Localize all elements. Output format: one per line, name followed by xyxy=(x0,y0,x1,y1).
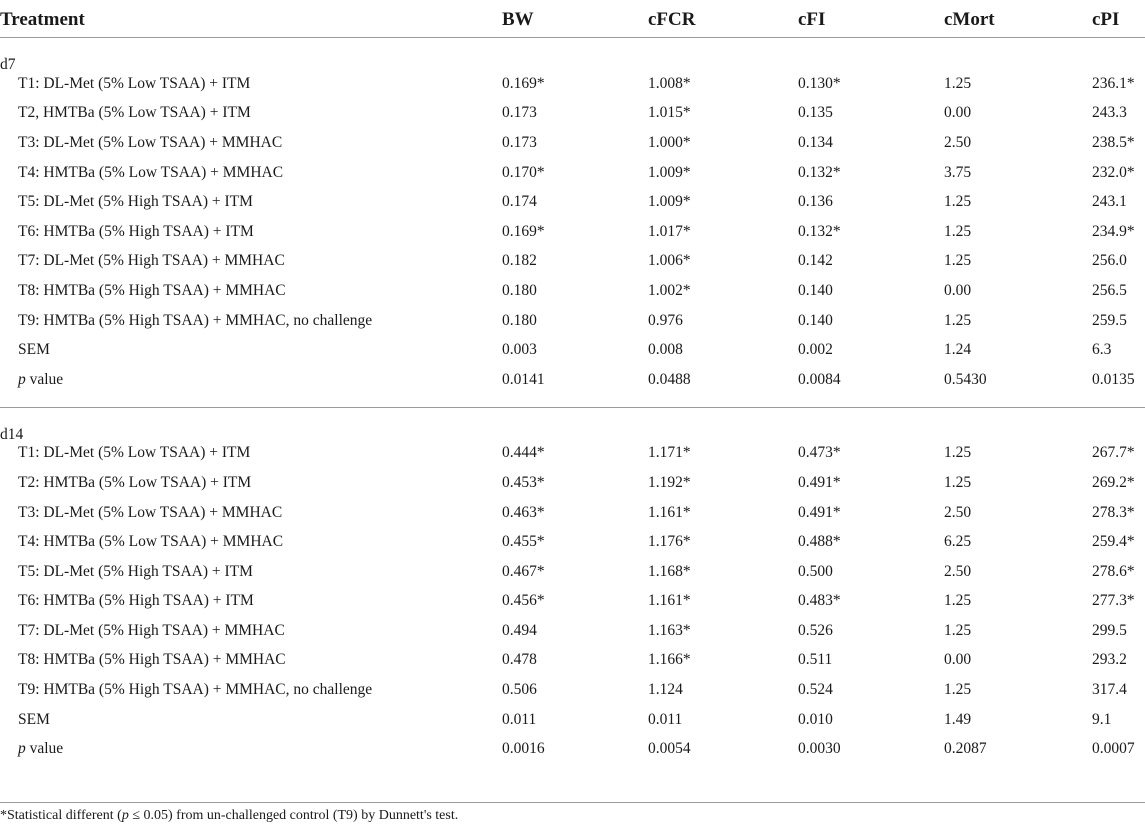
cell-bw: 0.173 xyxy=(502,104,537,122)
cell-cfcr: 0.008 xyxy=(648,341,683,359)
cell-cfcr: 1.171* xyxy=(648,444,691,462)
cell-cfi: 0.132* xyxy=(798,163,841,181)
cell-treatment: T6: HMTBa (5% High TSAA) + ITM xyxy=(18,592,254,610)
cell-cfcr: 0.976 xyxy=(648,311,683,329)
cell-cmort: 0.00 xyxy=(944,104,972,122)
cell-cfcr: 0.011 xyxy=(648,710,683,728)
header-cfcr: cFCR xyxy=(648,9,696,30)
table-row xyxy=(0,335,1145,365)
cell-cfi: 0.524 xyxy=(798,681,833,699)
table-row xyxy=(0,247,1145,277)
cell-cpi: 234.9* xyxy=(1092,222,1135,240)
cell-cpi: 269.2* xyxy=(1092,473,1135,491)
cell-bw: 0.170* xyxy=(502,163,545,181)
cell-treatment: SEM xyxy=(18,710,50,728)
cell-treatment: T7: DL-Met (5% High TSAA) + MMHAC xyxy=(18,252,285,270)
cell-cfi: 0.483* xyxy=(798,592,841,610)
cell-bw: 0.182 xyxy=(502,252,537,270)
cell-cfcr: 1.008* xyxy=(648,74,691,92)
cell-cpi: 236.1* xyxy=(1092,74,1135,92)
cell-treatment: T9: HMTBa (5% High TSAA) + MMHAC, no challenge xyxy=(18,681,373,699)
cell-cpi: 0.0135 xyxy=(1092,370,1135,388)
cell-cfcr: 1.009* xyxy=(648,193,691,211)
cell-cmort: 1.25 xyxy=(944,193,972,211)
cell-bw: 0.506 xyxy=(502,681,537,699)
cell-cfcr: 1.124 xyxy=(648,681,683,699)
cell-cmort: 1.25 xyxy=(944,681,972,699)
cell-cfi: 0.473* xyxy=(798,444,841,462)
cell-cmort: 1.25 xyxy=(944,252,972,270)
header-cmort: cMort xyxy=(944,9,995,30)
section-label-row xyxy=(0,408,1145,443)
cell-bw: 0.0016 xyxy=(502,740,545,758)
cell-cpi: 317.4 xyxy=(1092,681,1127,699)
cell-cpi: 293.2 xyxy=(1092,651,1127,669)
footnote: *Statistical different (p ≤ 0.05) from un-challenged control (T9) by Dunnett's test. xyxy=(0,808,459,823)
cell-cmort: 0.00 xyxy=(944,281,972,299)
cell-cpi: 9.1 xyxy=(1092,710,1112,728)
cell-cfi: 0.136 xyxy=(798,193,833,211)
cell-treatment: T4: HMTBa (5% Low TSAA) + MMHAC xyxy=(18,163,284,181)
cell-cfi: 0.526 xyxy=(798,621,833,639)
cell-cfi: 0.0030 xyxy=(798,740,841,758)
cell-treatment: T7: DL-Met (5% High TSAA) + MMHAC xyxy=(18,621,285,639)
cell-bw: 0.467* xyxy=(502,562,545,580)
cell-cmort: 1.25 xyxy=(944,473,972,491)
cell-treatment: T1: DL-Met (5% Low TSAA) + ITM xyxy=(18,444,251,462)
cell-treatment: T8: HMTBa (5% High TSAA) + MMHAC xyxy=(18,281,286,299)
cell-cfi: 0.0084 xyxy=(798,370,841,388)
table-row xyxy=(0,646,1145,676)
cell-bw: 0.0141 xyxy=(502,370,545,388)
cell-cmort: 1.25 xyxy=(944,74,972,92)
cell-cfi: 0.140 xyxy=(798,311,833,329)
table-row xyxy=(0,306,1145,336)
cell-cfi: 0.491* xyxy=(798,473,841,491)
cell-cpi: 278.3* xyxy=(1092,503,1135,521)
cell-cpi: 232.0* xyxy=(1092,163,1135,181)
table-body xyxy=(0,38,1145,764)
cell-cfcr: 1.009* xyxy=(648,163,691,181)
section-label: d14 xyxy=(0,425,24,443)
p-value-row xyxy=(0,734,1145,764)
cell-cfcr: 1.002* xyxy=(648,281,691,299)
cell-treatment: SEM xyxy=(18,341,50,359)
cell-cmort: 1.25 xyxy=(944,621,972,639)
cell-cfcr: 1.192* xyxy=(648,473,691,491)
table-row xyxy=(0,557,1145,587)
cell-treatment: T4: HMTBa (5% Low TSAA) + MMHAC xyxy=(18,533,284,551)
p-value-row xyxy=(0,365,1145,395)
cell-treatment: T3: DL-Met (5% Low TSAA) + MMHAC xyxy=(18,503,283,521)
cell-cfi: 0.010 xyxy=(798,710,833,728)
cell-bw: 0.169* xyxy=(502,74,545,92)
cell-cmort: 1.25 xyxy=(944,222,972,240)
header-cpi: cPI xyxy=(1092,9,1120,30)
cell-cfi: 0.134 xyxy=(798,133,833,151)
cell-cfcr: 0.0488 xyxy=(648,370,691,388)
cell-treatment: T2: HMTBa (5% Low TSAA) + ITM xyxy=(18,473,252,491)
cell-bw: 0.169* xyxy=(502,222,545,240)
cell-cpi: 0.0007 xyxy=(1092,740,1135,758)
table-row xyxy=(0,276,1145,306)
cell-cfcr: 1.000* xyxy=(648,133,691,151)
cell-treatment: T2, HMTBa (5% Low TSAA) + ITM xyxy=(18,104,251,122)
bottom-rule xyxy=(0,802,1145,803)
cell-cpi: 256.0 xyxy=(1092,252,1127,270)
cell-treatment: T8: HMTBa (5% High TSAA) + MMHAC xyxy=(18,651,286,669)
cell-cpi: 243.3 xyxy=(1092,104,1127,122)
table-row xyxy=(0,69,1145,99)
cell-cfcr: 1.168* xyxy=(648,562,691,580)
cell-bw: 0.456* xyxy=(502,592,545,610)
cell-bw: 0.174 xyxy=(502,193,537,211)
cell-cpi: 299.5 xyxy=(1092,621,1127,639)
cell-cmort: 2.50 xyxy=(944,503,972,521)
header-bw: BW xyxy=(502,9,534,30)
cell-bw: 0.011 xyxy=(502,710,537,728)
cell-cmort: 6.25 xyxy=(944,533,972,551)
cell-cfi: 0.488* xyxy=(798,533,841,551)
table-row xyxy=(0,468,1145,498)
table-row xyxy=(0,498,1145,528)
cell-cfi: 0.142 xyxy=(798,252,833,270)
cell-cfcr: 1.161* xyxy=(648,592,691,610)
cell-bw: 0.478 xyxy=(502,651,537,669)
table-row xyxy=(0,705,1145,735)
cell-bw: 0.180 xyxy=(502,281,537,299)
cell-cmort: 3.75 xyxy=(944,163,972,181)
cell-cmort: 1.25 xyxy=(944,592,972,610)
table-row xyxy=(0,675,1145,705)
section-label-row xyxy=(0,38,1145,73)
cell-bw: 0.463* xyxy=(502,503,545,521)
cell-cmort: 0.00 xyxy=(944,651,972,669)
header-row xyxy=(0,0,1145,38)
cell-cfi: 0.002 xyxy=(798,341,833,359)
cell-cmort: 2.50 xyxy=(944,133,972,151)
cell-bw: 0.444* xyxy=(502,444,545,462)
cell-cfi: 0.130* xyxy=(798,74,841,92)
cell-cmort: 1.25 xyxy=(944,444,972,462)
table-row xyxy=(0,187,1145,217)
cell-bw: 0.453* xyxy=(502,473,545,491)
cell-cfi: 0.511 xyxy=(798,651,833,669)
cell-cfi: 0.140 xyxy=(798,281,833,299)
table-row xyxy=(0,99,1145,129)
table-row xyxy=(0,587,1145,617)
cell-cpi: 259.4* xyxy=(1092,533,1135,551)
cell-cmort: 1.49 xyxy=(944,710,972,728)
cell-cpi: 256.5 xyxy=(1092,281,1127,299)
cell-cfcr: 1.015* xyxy=(648,104,691,122)
cell-cfcr: 1.017* xyxy=(648,222,691,240)
cell-cmort: 0.2087 xyxy=(944,740,987,758)
cell-cfcr: 1.166* xyxy=(648,651,691,669)
section-label: d7 xyxy=(0,56,16,73)
cell-cfcr: 1.163* xyxy=(648,621,691,639)
cell-cpi: 6.3 xyxy=(1092,341,1112,359)
table-row xyxy=(0,217,1145,247)
cell-treatment: p value xyxy=(18,370,64,388)
table-row xyxy=(0,616,1145,646)
cell-cfi: 0.135 xyxy=(798,104,833,122)
cell-treatment: T1: DL-Met (5% Low TSAA) + ITM xyxy=(18,74,251,92)
cell-treatment: T5: DL-Met (5% High TSAA) + ITM xyxy=(18,562,253,580)
cell-cpi: 238.5* xyxy=(1092,133,1135,151)
cell-cmort: 0.5430 xyxy=(944,370,987,388)
cell-cfcr: 1.161* xyxy=(648,503,691,521)
section-gap xyxy=(0,395,1145,407)
cell-cfcr: 0.0054 xyxy=(648,740,691,758)
table-row xyxy=(0,439,1145,469)
cell-cfcr: 1.006* xyxy=(648,252,691,270)
table-row xyxy=(0,527,1145,557)
header-cfi: cFI xyxy=(798,9,826,30)
table-row xyxy=(0,128,1145,158)
cell-cfcr: 1.176* xyxy=(648,533,691,551)
table-row xyxy=(0,158,1145,188)
cell-treatment: p value xyxy=(18,740,64,758)
cell-treatment: T9: HMTBa (5% High TSAA) + MMHAC, no challenge xyxy=(18,311,373,329)
cell-cpi: 267.7* xyxy=(1092,444,1135,462)
cell-cmort: 1.25 xyxy=(944,311,972,329)
cell-cfi: 0.491* xyxy=(798,503,841,521)
cell-cpi: 277.3* xyxy=(1092,592,1135,610)
cell-bw: 0.180 xyxy=(502,311,537,329)
cell-treatment: T3: DL-Met (5% Low TSAA) + MMHAC xyxy=(18,133,283,151)
cell-treatment: T5: DL-Met (5% High TSAA) + ITM xyxy=(18,193,253,211)
cell-bw: 0.455* xyxy=(502,533,545,551)
cell-cfi: 0.132* xyxy=(798,222,841,240)
cell-bw: 0.173 xyxy=(502,133,537,151)
cell-treatment: T6: HMTBa (5% High TSAA) + ITM xyxy=(18,222,254,240)
cell-cmort: 2.50 xyxy=(944,562,972,580)
cell-cpi: 243.1 xyxy=(1092,193,1127,211)
cell-bw: 0.003 xyxy=(502,341,537,359)
cell-cpi: 278.6* xyxy=(1092,562,1135,580)
cell-cfi: 0.500 xyxy=(798,562,833,580)
header-treatment: Treatment xyxy=(0,9,85,30)
cell-cpi: 259.5 xyxy=(1092,311,1127,329)
cell-cmort: 1.24 xyxy=(944,341,972,359)
cell-bw: 0.494 xyxy=(502,621,537,639)
